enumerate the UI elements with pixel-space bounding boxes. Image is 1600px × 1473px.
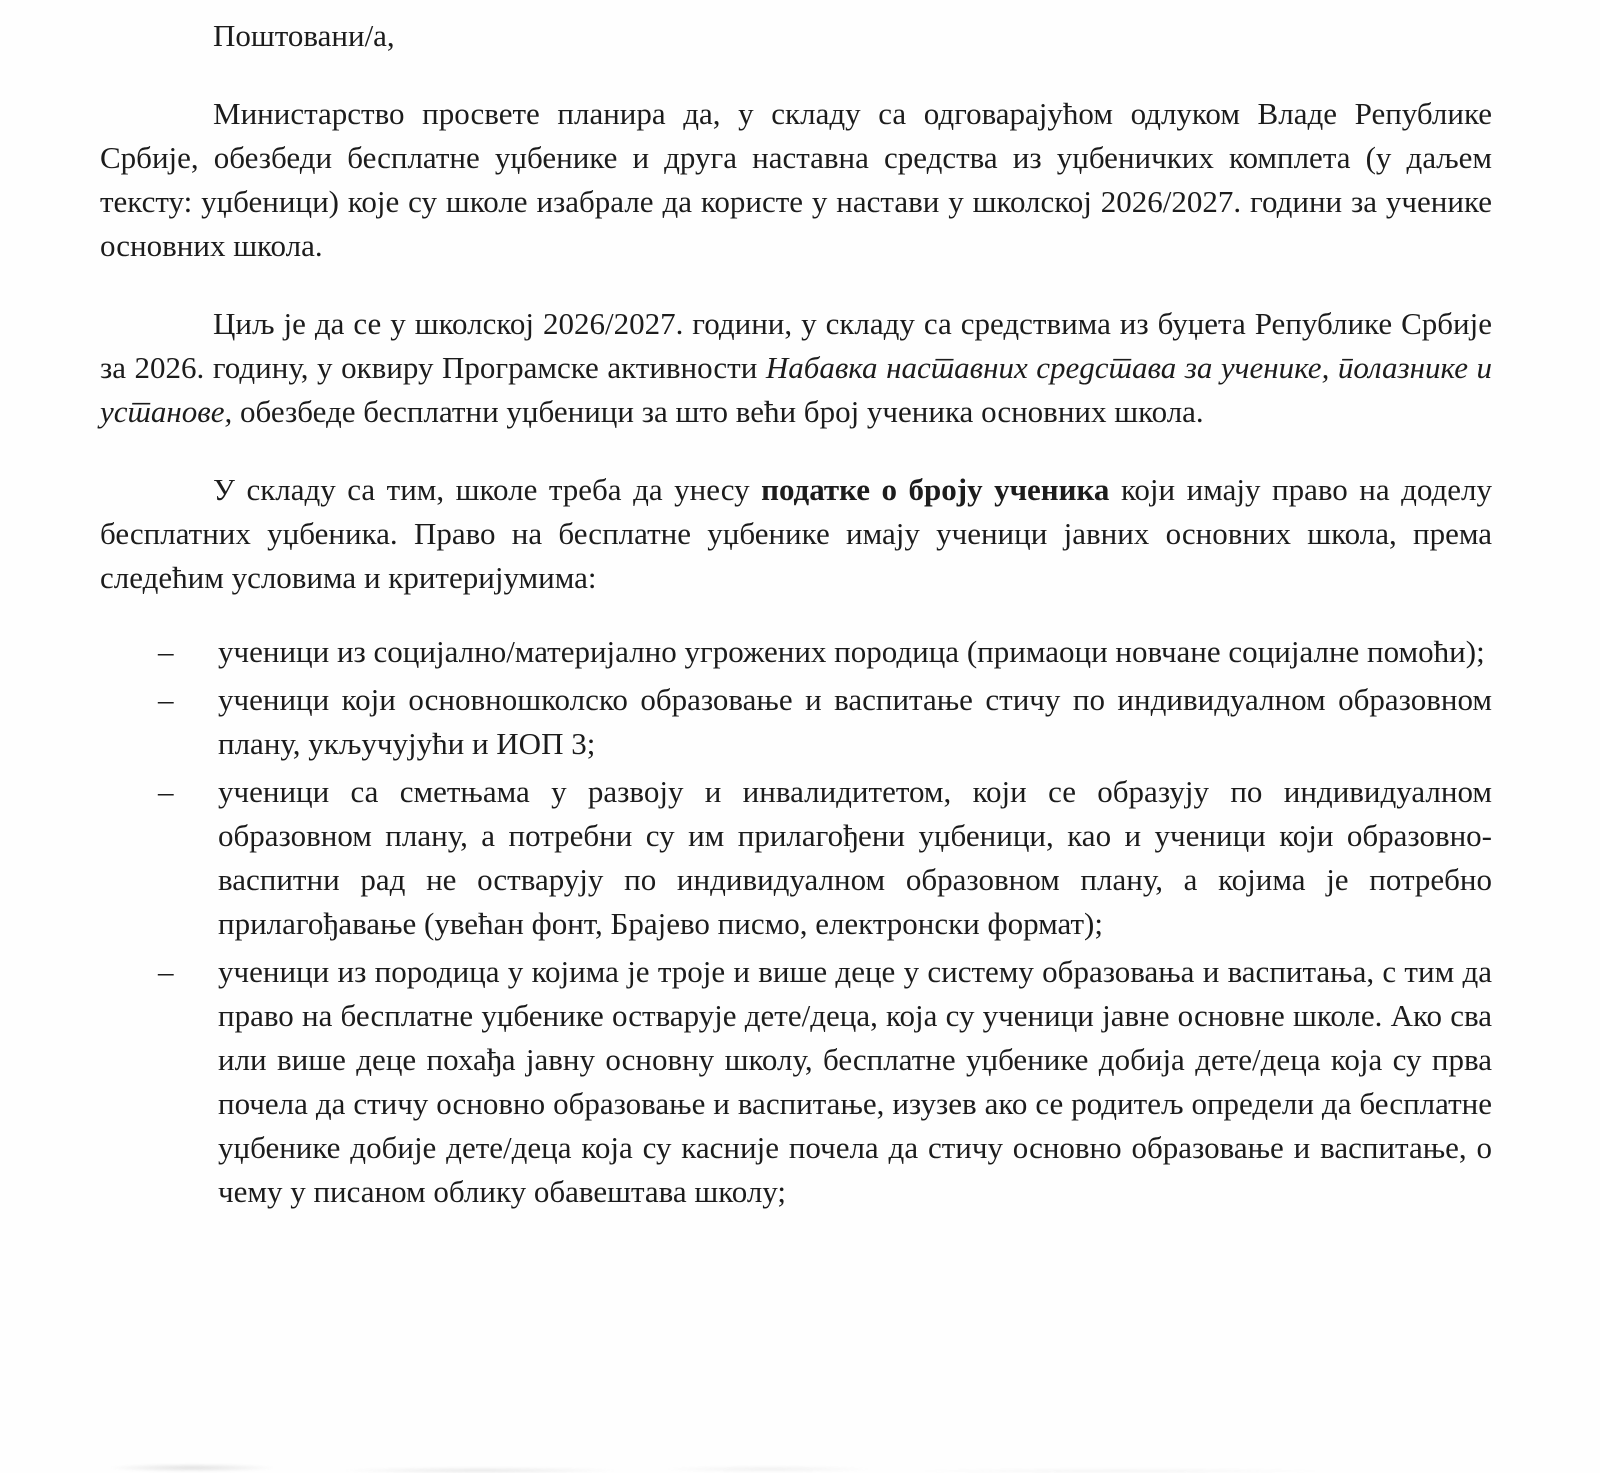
dash-bullet-icon: – [158,682,174,717]
letter-body [100,14,1492,1218]
scan-noise-artifact [0,1447,1600,1473]
dash-bullet-icon: – [158,634,174,669]
program-activity-name-italic: Набавка наставних средстава за ученике, полазнике и установе, [100,350,1493,429]
list-item [100,770,1492,946]
list-item [100,630,1492,674]
paragraph-goal [100,302,1492,434]
list-item-text: ученици из породица у којима је троје и више деце у систему образовања и васпитања, с тим да право на бесплатне уџбенике остварује дете/деца, која су ученици јавне основне школе. Ако сва или више деце похађа јавну основну школу, бесплатне уџбенике добија дете/деца која су прва почела да стичу основно образовање и васпитање, изузев ако се родитељ определи да бесплатне уџбенике добије дете/деца која су касније почела да стичу основно образовање и васпитање, о чему у писаном облику обавештава школу; [218,954,1492,1209]
greeting: Поштовани/а, [213,18,395,53]
paragraph-instruction-text-after: који имају право на доделу бесплатних уџбеника. Право на бесплатне уџбенике имају ученици јавних основних школа, према следећим условима и критеријумима: [100,472,1492,595]
dash-bullet-icon: – [158,774,174,809]
paragraph-goal-text-after: обезбеде бесплатни уџбеници за што већи број ученика основних школа. [232,394,1204,429]
dash-bullet-icon: – [158,954,174,989]
list-item [100,678,1492,766]
list-item-text: ученици који основношколско образовање и васпитање стичу по индивидуалном образовном плану, укључујући и ИОП 3; [218,682,1492,761]
eligibility-criteria-list [100,630,1492,1214]
paragraph-goal-text: Циљ је да се у школској 2026/2027. години, у складу са средствима из буџета Републике Србије за 2026. годину, у оквиру Програмске активности [100,306,1492,385]
list-item-text: ученици из социјално/материјално угрожених породица (примаоци новчане социјалне помоћи); [218,634,1485,669]
list-item-text: ученици са сметњама у развоју и инвалидитетом, који се образују по индивидуалном образовном плану, а потребни су им прилагођени уџбеници, као и ученици који образовно-васпитни рад не остварују по индивидуалном образовном плану, а којима је потребно прилагођавање (увећан фонт, Брајево писмо, електронски формат); [218,774,1492,941]
paragraph-ministry-plan: Министарство просвете планира да, у складу са одговарајућом одлуком Владе Републике Србије, обезбеди бесплатне уџбенике и друга наставна средства из уџбеничких комплета (у даљем тексту: уџбеници) које су школе изабрале да користе у настави у школској 2026/2027. години за ученике основних школа. [100,96,1492,263]
student-count-emphasis-bold: податке о броју ученика [761,472,1110,507]
list-item [100,950,1492,1214]
paragraph-instruction-text: У складу са тим, школе треба да унесу [213,472,762,507]
paragraph-instruction [100,468,1492,600]
